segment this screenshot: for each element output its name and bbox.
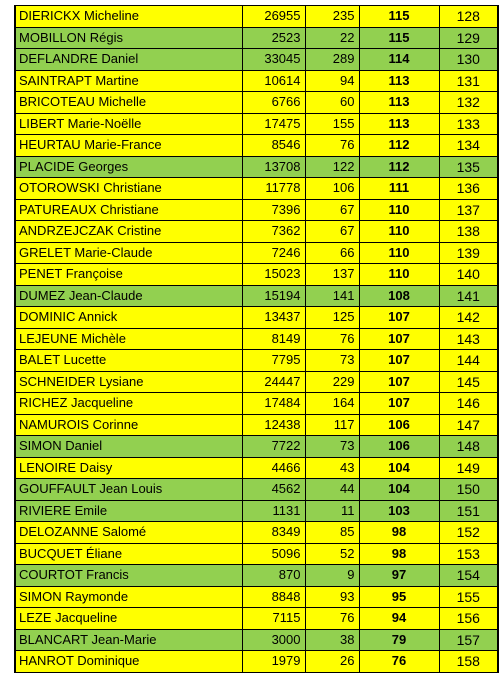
rank-cell: 151 — [439, 500, 498, 522]
player-name-cell: LEZE Jacqueline — [15, 608, 242, 630]
value-b-cell: 76 — [305, 135, 359, 157]
table-row — [15, 651, 498, 673]
table-row — [15, 178, 498, 200]
table-row — [15, 457, 498, 479]
score-cell: 110 — [359, 242, 439, 264]
value-a-cell: 17475 — [242, 113, 305, 135]
rank-cell: 154 — [439, 565, 498, 587]
player-name-cell: SCHNEIDER Lysiane — [15, 371, 242, 393]
table-row — [15, 264, 498, 286]
score-cell: 107 — [359, 393, 439, 415]
rank-cell: 129 — [439, 27, 498, 49]
value-b-cell: 93 — [305, 586, 359, 608]
value-a-cell: 7362 — [242, 221, 305, 243]
table-row — [15, 27, 498, 49]
rank-cell: 147 — [439, 414, 498, 436]
score-cell: 95 — [359, 586, 439, 608]
value-b-cell: 289 — [305, 49, 359, 71]
value-b-cell: 52 — [305, 543, 359, 565]
player-name-cell: DOMINIC Annick — [15, 307, 242, 329]
rank-cell: 146 — [439, 393, 498, 415]
value-a-cell: 8546 — [242, 135, 305, 157]
player-name-cell: NAMUROIS Corinne — [15, 414, 242, 436]
rank-cell: 138 — [439, 221, 498, 243]
score-cell: 98 — [359, 543, 439, 565]
table-row — [15, 113, 498, 135]
value-b-cell: 164 — [305, 393, 359, 415]
value-a-cell: 2523 — [242, 27, 305, 49]
player-name-cell: SIMON Daniel — [15, 436, 242, 458]
player-name-cell: HANROT Dominique — [15, 651, 242, 673]
value-a-cell: 7115 — [242, 608, 305, 630]
player-name-cell: OTOROWSKI Christiane — [15, 178, 242, 200]
score-cell: 104 — [359, 479, 439, 501]
value-a-cell: 26955 — [242, 6, 305, 28]
value-a-cell: 7246 — [242, 242, 305, 264]
table-row — [15, 414, 498, 436]
value-a-cell: 8349 — [242, 522, 305, 544]
value-a-cell: 13708 — [242, 156, 305, 178]
rank-cell: 131 — [439, 70, 498, 92]
rank-cell: 130 — [439, 49, 498, 71]
table-row — [15, 285, 498, 307]
score-cell: 112 — [359, 135, 439, 157]
value-a-cell: 15194 — [242, 285, 305, 307]
rank-cell: 148 — [439, 436, 498, 458]
table-row — [15, 221, 498, 243]
table-row — [15, 371, 498, 393]
rank-cell: 156 — [439, 608, 498, 630]
score-cell: 106 — [359, 436, 439, 458]
score-cell: 107 — [359, 307, 439, 329]
value-b-cell: 76 — [305, 608, 359, 630]
value-a-cell: 5096 — [242, 543, 305, 565]
value-a-cell: 33045 — [242, 49, 305, 71]
rank-cell: 133 — [439, 113, 498, 135]
score-cell: 113 — [359, 70, 439, 92]
score-cell: 107 — [359, 371, 439, 393]
rank-cell: 141 — [439, 285, 498, 307]
table-row — [15, 307, 498, 329]
score-cell: 115 — [359, 6, 439, 28]
value-a-cell: 11778 — [242, 178, 305, 200]
score-cell: 107 — [359, 328, 439, 350]
score-cell: 104 — [359, 457, 439, 479]
value-b-cell: 44 — [305, 479, 359, 501]
rank-cell: 150 — [439, 479, 498, 501]
value-b-cell: 235 — [305, 6, 359, 28]
value-b-cell: 141 — [305, 285, 359, 307]
player-name-cell: SAINTRAPT Martine — [15, 70, 242, 92]
score-cell: 110 — [359, 221, 439, 243]
table-row — [15, 92, 498, 114]
player-name-cell: PLACIDE Georges — [15, 156, 242, 178]
player-name-cell: BUCQUET Éliane — [15, 543, 242, 565]
score-cell: 113 — [359, 92, 439, 114]
score-cell: 94 — [359, 608, 439, 630]
ranking-table — [14, 5, 499, 673]
table-row — [15, 586, 498, 608]
rank-cell: 155 — [439, 586, 498, 608]
value-b-cell: 43 — [305, 457, 359, 479]
player-name-cell: BALET Lucette — [15, 350, 242, 372]
table-row — [15, 6, 498, 28]
table-row — [15, 328, 498, 350]
table-row — [15, 135, 498, 157]
table-row — [15, 629, 498, 651]
value-b-cell: 26 — [305, 651, 359, 673]
player-name-cell: DELOZANNE Salomé — [15, 522, 242, 544]
rank-cell: 144 — [439, 350, 498, 372]
rank-cell: 136 — [439, 178, 498, 200]
player-name-cell: RICHEZ Jacqueline — [15, 393, 242, 415]
score-cell: 115 — [359, 27, 439, 49]
value-b-cell: 137 — [305, 264, 359, 286]
value-b-cell: 117 — [305, 414, 359, 436]
player-name-cell: GRELET Marie-Claude — [15, 242, 242, 264]
player-name-cell: PENET Françoise — [15, 264, 242, 286]
rank-cell: 139 — [439, 242, 498, 264]
value-a-cell: 7795 — [242, 350, 305, 372]
value-a-cell: 15023 — [242, 264, 305, 286]
player-name-cell: LENOIRE Daisy — [15, 457, 242, 479]
player-name-cell: GOUFFAULT Jean Louis — [15, 479, 242, 501]
value-b-cell: 60 — [305, 92, 359, 114]
score-cell: 108 — [359, 285, 439, 307]
value-b-cell: 106 — [305, 178, 359, 200]
value-b-cell: 76 — [305, 328, 359, 350]
rank-cell: 132 — [439, 92, 498, 114]
value-b-cell: 155 — [305, 113, 359, 135]
score-cell: 79 — [359, 629, 439, 651]
value-b-cell: 122 — [305, 156, 359, 178]
score-cell: 103 — [359, 500, 439, 522]
player-name-cell: LEJEUNE Michèle — [15, 328, 242, 350]
score-cell: 107 — [359, 350, 439, 372]
table-row — [15, 565, 498, 587]
value-b-cell: 9 — [305, 565, 359, 587]
player-name-cell: BRICOTEAU Michelle — [15, 92, 242, 114]
table-row — [15, 156, 498, 178]
player-name-cell: ANDRZEJCZAK Cristine — [15, 221, 242, 243]
rank-cell: 152 — [439, 522, 498, 544]
player-name-cell: SIMON Raymonde — [15, 586, 242, 608]
table-row — [15, 70, 498, 92]
value-b-cell: 67 — [305, 199, 359, 221]
ranking-table-body — [15, 6, 498, 673]
value-a-cell: 870 — [242, 565, 305, 587]
player-name-cell: MOBILLON Régis — [15, 27, 242, 49]
value-a-cell: 1131 — [242, 500, 305, 522]
value-b-cell: 22 — [305, 27, 359, 49]
rank-cell: 137 — [439, 199, 498, 221]
value-a-cell: 10614 — [242, 70, 305, 92]
player-name-cell: COURTOT Francis — [15, 565, 242, 587]
score-cell: 76 — [359, 651, 439, 673]
rank-cell: 153 — [439, 543, 498, 565]
rank-cell: 134 — [439, 135, 498, 157]
value-a-cell: 17484 — [242, 393, 305, 415]
score-cell: 97 — [359, 565, 439, 587]
score-cell: 111 — [359, 178, 439, 200]
table-row — [15, 543, 498, 565]
value-a-cell: 3000 — [242, 629, 305, 651]
player-name-cell: LIBERT Marie-Noëlle — [15, 113, 242, 135]
rank-cell: 145 — [439, 371, 498, 393]
value-a-cell: 4562 — [242, 479, 305, 501]
table-row — [15, 49, 498, 71]
value-b-cell: 85 — [305, 522, 359, 544]
value-b-cell: 73 — [305, 350, 359, 372]
player-name-cell: HEURTAU Marie-France — [15, 135, 242, 157]
score-cell: 106 — [359, 414, 439, 436]
value-b-cell: 73 — [305, 436, 359, 458]
value-b-cell: 67 — [305, 221, 359, 243]
value-a-cell: 13437 — [242, 307, 305, 329]
value-b-cell: 66 — [305, 242, 359, 264]
score-cell: 110 — [359, 199, 439, 221]
rank-cell: 128 — [439, 6, 498, 28]
rank-cell: 140 — [439, 264, 498, 286]
table-row — [15, 242, 498, 264]
player-name-cell: DEFLANDRE Daniel — [15, 49, 242, 71]
score-cell: 98 — [359, 522, 439, 544]
value-a-cell: 6766 — [242, 92, 305, 114]
value-b-cell: 229 — [305, 371, 359, 393]
value-a-cell: 7396 — [242, 199, 305, 221]
rank-cell: 143 — [439, 328, 498, 350]
value-a-cell: 1979 — [242, 651, 305, 673]
table-row — [15, 522, 498, 544]
table-row — [15, 436, 498, 458]
value-a-cell: 8848 — [242, 586, 305, 608]
player-name-cell: BLANCART Jean-Marie — [15, 629, 242, 651]
player-name-cell: DUMEZ Jean-Claude — [15, 285, 242, 307]
value-b-cell: 11 — [305, 500, 359, 522]
score-cell: 112 — [359, 156, 439, 178]
table-row — [15, 608, 498, 630]
table-row — [15, 350, 498, 372]
value-b-cell: 94 — [305, 70, 359, 92]
rank-cell: 149 — [439, 457, 498, 479]
score-cell: 110 — [359, 264, 439, 286]
value-a-cell: 8149 — [242, 328, 305, 350]
rank-cell: 135 — [439, 156, 498, 178]
table-row — [15, 500, 498, 522]
score-cell: 114 — [359, 49, 439, 71]
value-b-cell: 125 — [305, 307, 359, 329]
player-name-cell: DIERICKX Micheline — [15, 6, 242, 28]
value-a-cell: 24447 — [242, 371, 305, 393]
rank-cell: 158 — [439, 651, 498, 673]
table-row — [15, 199, 498, 221]
player-name-cell: RIVIERE Emile — [15, 500, 242, 522]
score-cell: 113 — [359, 113, 439, 135]
table-row — [15, 393, 498, 415]
rank-cell: 142 — [439, 307, 498, 329]
value-a-cell: 12438 — [242, 414, 305, 436]
table-row — [15, 479, 498, 501]
player-name-cell: PATUREAUX Christiane — [15, 199, 242, 221]
value-a-cell: 4466 — [242, 457, 305, 479]
rank-cell: 157 — [439, 629, 498, 651]
value-b-cell: 38 — [305, 629, 359, 651]
value-a-cell: 7722 — [242, 436, 305, 458]
